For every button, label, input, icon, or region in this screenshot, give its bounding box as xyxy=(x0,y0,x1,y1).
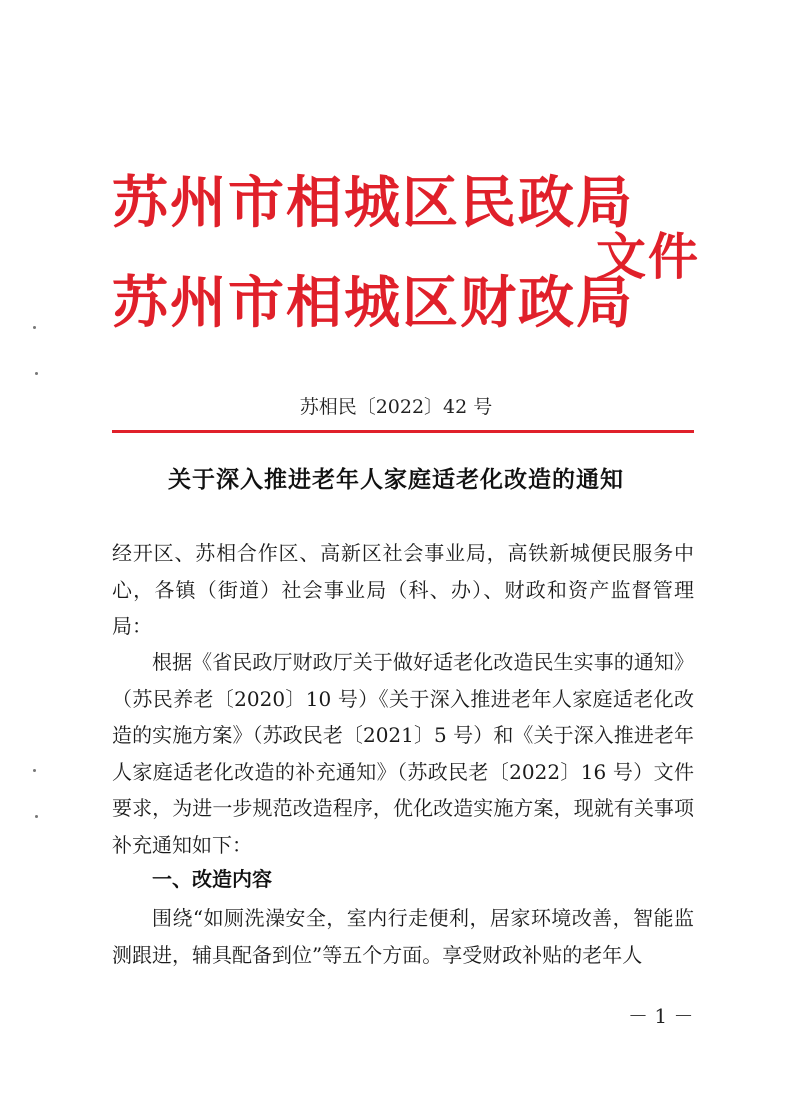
scan-speck xyxy=(35,815,38,818)
scan-speck xyxy=(33,769,36,772)
recipients-paragraph: 经开区、苏相合作区、高新区社会事业局，高铁新城便民服务中心，各镇（街道）社会事业局（科、办）、财政和资产监督管理局： xyxy=(112,541,694,638)
page-number: － 1 － xyxy=(628,1004,694,1028)
scan-speck xyxy=(35,372,38,375)
body-paragraph-2: 围绕“如厕洗澡安全，室内行走便利，居家环境改善，智能监测跟进，辅具配备到位”等五个方面。享受财政补贴的老年人 xyxy=(112,906,694,967)
section-heading-1: 一、改造内容 xyxy=(152,867,272,891)
document-type-label: 文件 xyxy=(596,228,700,286)
red-divider-line xyxy=(112,430,694,433)
issuing-org-civil-affairs: 苏州市相城区民政局 xyxy=(112,171,634,236)
body-paragraph-1: 根据《省民政厅财政厅关于做好适老化改造民生实事的通知》（苏民养老〔2020〕10 号）《关于深入推进老年人家庭适老化改造的实施方案》（苏政民老〔2021〕5 号）和《关于深入推进老年人家庭适老化改造的补充通知》（苏政民老〔2022〕16 号）文件要求，为进一步规范改造程序，优化改造实施方案，现就有关事项补充通知如下： xyxy=(112,650,694,857)
issuing-org-finance: 苏州市相城区财政局 xyxy=(112,271,634,336)
scan-speck xyxy=(33,326,36,329)
document-title: 关于深入推进老年人家庭适老化改造的通知 xyxy=(168,466,624,493)
document-number: 苏相民〔2022〕42 号 xyxy=(299,396,493,418)
